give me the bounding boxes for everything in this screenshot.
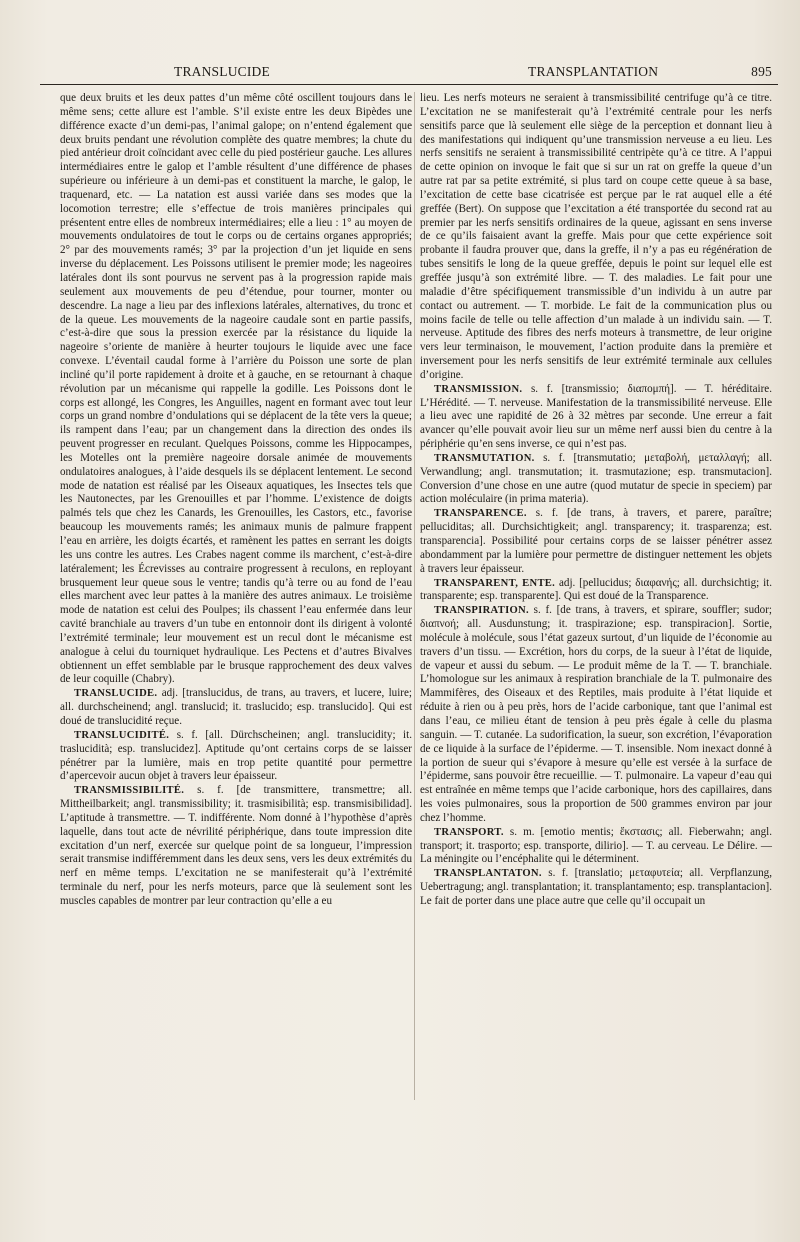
entry-body: s. f. [transmutatio; μεταβολή, μεταλλαγή; all. Verwandlung; angl. transmutation; it. trasmutazione; esp. transmutacion]. Conversion d’une chose en une autre (quod mutatur de specie in speciem) par action moléculaire (in prima materia). bbox=[420, 451, 772, 506]
entry-transport bbox=[420, 826, 772, 868]
column-separator bbox=[414, 92, 415, 1100]
paragraph-locomotion: que deux bruits et les deux pattes d’un même côté oscillent toujours dans le même sens; cette allure est l’amble. S’il existe entre les deux Bipèdes une différence exacte d’un demi-pas, l’animal galope; on n’entend également que deux bruits pendant une révolution complète des quatre membres; la chute du pied antérieur droit coïncidant avec celle du pied postérieur gauche. Les allures intermédiaires entre le galop et l’amble résultent d’une différence de phases supérieure ou inférieure à un demi-pas et constituent la marche, le galop, le traquenard, etc. — La natation est aussi variée dans ses modes que la locomotion terrestre; elle s’effectue de trois manières principales qui présentent entre elles de nombreux intermédiaires; elle a lieu : 1° au moyen de mouvements ondulatoires de tout le corps ou de certains organes appropriés; 2° par des mouvements ramés; 3° par la projection d’un jet liquide en sens inverse du déplacement. Les Poissons utilisent le premier mode; les nageoires latérales dont ils sont pourvus ne servent pas à la progression rapide mais seulement aux mouvements de peu d’étendue, pour tourner, monter ou descendre. La nage a lieu par des inflexions latérales, alternatives, du tronc et de la queue. Les mouvements de la nageoire caudale sont en partie passifs, c’est-à-dire que sous la pression exercée par la résistance du liquide la nageoire s’oriente de manière à heurter toujours le liquide avec une face convexe. L’éventail caudal forme à l’arrière du Poisson une sorte de plan incliné qu’il porte rapidement à droite et à gauche, en se retournant à chaque révolution par un mécanisme qui rappelle la godille. Les Poissons dont le corps est allongé, les Congres, les Anguilles, nagent en formant avec tout leur corps un grand nombre d’ondulations qui se déplacent de la tête vers la queue; ils rampent dans l’eau; par un changement dans la direction des ondes ils peuvent progresser en reculant. Quelques Poissons, comme les Hippocampes, les Motelles ont la première nageoire dorsale animée de mouvements ondulatoires analogues, à l’aide desquels ils se déplacent lentement. Le second mode de natation est réalisé par les Oiseaux aquatiques, les Insectes tels que les Nautonectes, par les Grenouilles et par l’homme. L’existence de doigts palmés tels que chez les Canards, les Grenouilles, les Castors, etc., favorise beaucoup les mouvements ramés; les animaux munis de palmure frappent l’eau en arrière, les doigts écartés, et ramènent les pattes en serrant les doigts les uns contre les autres. Les Crabes nagent comme ils marchent, c’est-à-dire latéralement; les Écrevisses au contraire progressent à reculons, en reployant brusquement leur queue sous le ventre; tandis qu’à terre ou au fond de l’eau elles marchent avec leur pattes à la manière des autres animaux. Le troisième mode de natation est celui des Poulpes; ils chassent l’eau enfermée dans leur cavité branchiale au travers d’un tube en entonnoir dont ils dirigent à volonté l’extrémité terminale; leur mouvement est un recul dont le mécanisme est analogue à celui du tourniquet hydraulique. Les Pectens et d’autres Bivalves obtiennent un effet semblable par le brusque rapprochement des deux valves de leur coquille (Chabry). bbox=[60, 92, 412, 686]
entry-transmissibilite bbox=[60, 784, 412, 909]
entry-body: s. f. [de trans, à travers, et spirare, souffler; sudor; διαπνοή; all. Ausdunstung; it. traspirazione; esp. transpiracion]. Sortie, molécule à molécule, sous l’état gazeux surtout, d’un liquide de l’économie au travers d’un tissu. — Excrétion, hors du corps, de la sueur à l’état de liquide, de vapeur et aussi du sebum. — Le produit même de la T. — T. branchiale. L’homologue sur les animaux à respiration branchiale de la T. pulmonaire des Mammifères, des Oiseaux et des Reptiles, mais produite à l’état liquide et réduite à rien ou à peu près, hors de l’acide carbonique, tant que l’animal est dans l’eau, ce milieu étant de tension à peu près égale à celle du plasma sanguin. — T. cutanée. La sudorification, la sueur, son excrétion, l’évaporation de ce liquide à la surface de l’épiderme. — T. insensible. Nom inexact donné à la portion de sueur qui s’évapore à mesure qu’elle est versée à la surface de l’épiderme, sans pouvoir être recueillie. — T. pulmonaire. La vapeur d’eau qui est entraînée en même temps que l’acide carbonique, hors des capillaires, dans les voies pulmonaires, sous la proportion de 500 grammes environ par jour chez l’homme. bbox=[420, 604, 772, 824]
header-center-word: TRANSPLANTATION bbox=[528, 64, 659, 79]
headword: TRANSMUTATION. bbox=[434, 452, 535, 464]
entry-transmission bbox=[420, 383, 772, 452]
headword: TRANSPIRATION. bbox=[434, 605, 529, 617]
entry-transplantation bbox=[420, 867, 772, 909]
headword: TRANSPLANTATON. bbox=[434, 868, 542, 880]
header-left-word: TRANSLUCIDE bbox=[174, 64, 270, 79]
entry-body: s. f. [transmissio; διαπομπή]. — T. héréditaire. L’Hérédité. — T. nerveuse. Manifestation de la transmissibilité nerveuse. Elle a lieu avec une rapidité de 26 à 32 mètres par seconde. Une erreur a fait avancer qu’elle pouvait avoir lieu sur un même nerf aussi bien du centre à la périphérie qu’en sens inverse, ce qui n’est pas. bbox=[420, 382, 772, 451]
entry-body: s. f. [all. Dürchscheinen; angl. translucidity; it. traslucidità; esp. translucidez]. Aptitude qu’ont certains corps de se laisser pénétrer par la lumière, mais en trop petite quantité pour permettre d’apercevoir aucun objet à travers leur épaisseur. bbox=[60, 728, 412, 783]
entry-body: s. f. [translatio; μεταφυτεία; all. Verpflanzung, Uebertragung; angl. transplantation; it. transplantamento; esp. transplantacion]. Le fait de porter dans une place autre que celle qu’il occupait un bbox=[420, 867, 772, 907]
headword: TRANSLUCIDITÉ. bbox=[74, 729, 170, 741]
entry-translucide bbox=[60, 687, 412, 729]
entry-body: adj. [translucidus, de trans, au travers, et lucere, luire; all. durchscheinend; angl. translucid; it. traslucido; esp. translucido]. Qui est doué de translucidité reçue. bbox=[60, 687, 412, 727]
entry-transpiration bbox=[420, 604, 772, 826]
headword: TRANSPARENCE. bbox=[434, 508, 527, 520]
entry-body: adj. [pellucidus; διαφανής; all. durchsichtig; it. transparente; esp. transparente]. Qui est doué de la Transparence. bbox=[420, 576, 773, 603]
left-column bbox=[60, 92, 412, 909]
entry-body: s. f. [de transmittere, transmettre; all. Mittheilbarkeit; angl. transmissibility; it. trasmisibilità; esp. transmisibilidad]. L’aptitude à transmettre. — T. indifférente. Nom donné à l’hypothèse d’après laquelle, dans tout acte de névrilité périphérique, dans toute impression dite excitation d’un nerf, exercée sur quelque point de sa longueur, l’impression serait transmise indifféremment dans les deux sens, vers les deux extrémités du nerf en même temps. L’excitation ne se manifesterait qu’à l’extrémité terminale du nerf, pour les nerfs moteurs, parce que là seulement sont les muscles capables de montrer par leur contraction qu’elle a eu bbox=[60, 784, 412, 907]
entry-transparence bbox=[420, 507, 772, 576]
entry-transmutation bbox=[420, 452, 772, 507]
page-number: 895 bbox=[751, 64, 772, 79]
paragraph-transmissibilite-cont: lieu. Les nerfs moteurs ne seraient à transmissibilité centrifuge qu’à ce titre. L’excitation ne se manifesterait qu’à l’extrémité centrale pour les nerfs sensitifs parce que là seulement elle siège de la perception et donnant lieu à des manifestations qui indiquent qu’une transmission nerveuse a eu lieu. Les nerfs sensitifs ne seraient à transmissibilité centripète qu’à ce titre. A l’appui de cette opinion on invoque le fait que si sur un rat on greffe la queue d’un autre rat par sa petite extrémité, si plus tard on coupe cette queue à sa base, l’excitation de cette base cicatrisée est perçue par le rat auquel elle a été greffée (Bert). On suppose que l’excitation a été transportée du second rat au premier par les nerfs sensitifs ordinaires de la queue, agissant en sens inverse de ce qu’ils faisaient avant la greffe. Mais pour que cette expérience soit probante il faudra prouver que, dans la greffe, il n’y a pas eu régénération de tubes sensitifs le long de la queue greffée, depuis le point sur lequel elle est greffée jusqu’à son extrémité libre. — T. des maladies. Le fait pour une maladie d’être spécifiquement transmissible d’un individu à un autre par contact ou autrement. — T. morbide. Le fait de la communication plus ou moins facile de telle ou telle affection d’un malade à un individu sain. — T. nerveuse. Aptitude des fibres des nerfs moteurs à transmettre, de leur origine vers leur terminaison, le mouvement, l’action produite dans la première et inversement pour les nerfs sensitifs de leur extrémité terminale aux cellules d’origine. bbox=[420, 92, 772, 381]
right-column bbox=[420, 92, 772, 909]
headword: TRANSPORT. bbox=[434, 826, 504, 838]
running-header bbox=[40, 64, 774, 82]
headword: TRANSPARENT, ENTE. bbox=[434, 577, 556, 589]
headword: TRANSMISSION. bbox=[434, 383, 523, 395]
entry-transparent bbox=[420, 577, 772, 605]
entry-body: s. f. [de trans, à travers, et parere, paraître; pelluciditas; all. Durchsichtigkeit; angl. transparency; it. trasparenza; est. transparencia]. Possibilité pour certains corps de se laisser pénétrer assez abondamment par la lumière pour permettre de distinguer nettement les objets à travers leur épaisseur. bbox=[420, 507, 772, 575]
entry-translucidite bbox=[60, 729, 412, 784]
entry-body: s. m. [emotio mentis; ἔκστασις; all. Fieberwahn; angl. transport; it. trasporto; esp. transporte, dilirio]. — T. au cerveau. Le Délire. — La méningite ou l’encéphalite qui le déterminent. bbox=[420, 825, 772, 866]
headword: TRANSLUCIDE. bbox=[74, 688, 158, 700]
headword: TRANSMISSIBILITÉ. bbox=[74, 785, 185, 797]
header-rule bbox=[40, 84, 778, 85]
